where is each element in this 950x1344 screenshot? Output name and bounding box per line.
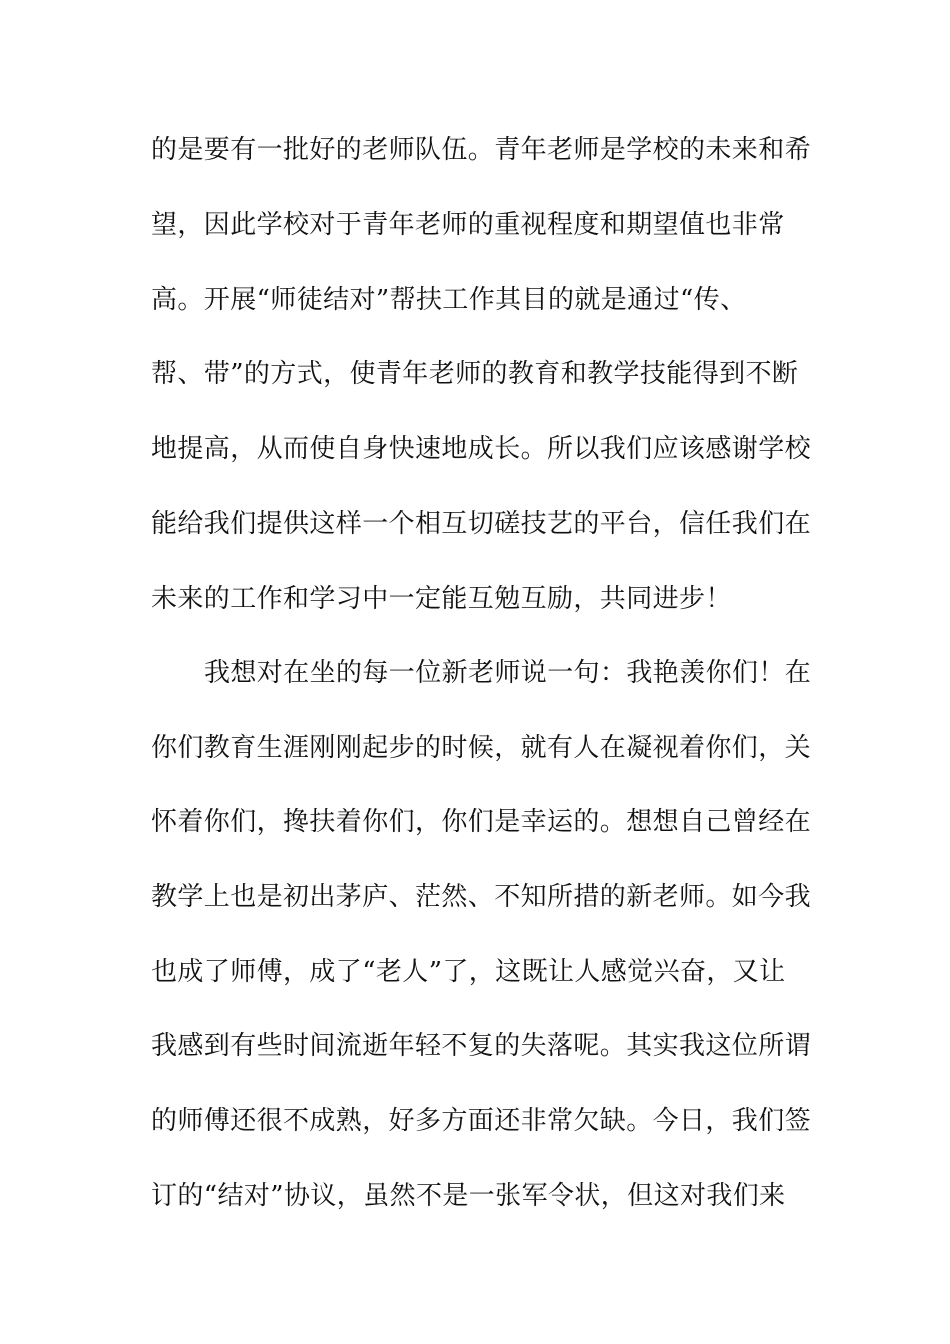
- text-line: 地提高，从而使自身快速地成长。所以我们应该感谢学校: [151, 434, 812, 464]
- text-line: 也成了师傅，成了“老人”了，这既让人感觉兴奋，又让: [151, 957, 786, 987]
- text-line: 帮、带”的方式，使青年老师的教育和教学技能得到不断: [151, 359, 799, 389]
- text-line: 能给我们提供这样一个相互切磋技艺的平台，信任我们在: [151, 509, 812, 539]
- text-line: 订的“结对”协议，虽然不是一张军令状，但这对我们来: [151, 1181, 786, 1211]
- text-line: 你们教育生涯刚刚起步的时候，就有人在凝视着你们，关: [151, 733, 812, 763]
- paragraph-first-line: 我想对在坐的每一位新老师说一句：我艳羡你们！在: [204, 658, 812, 688]
- text-line: 教学上也是初出茅庐、茫然、不知所措的新老师。如今我: [151, 882, 812, 912]
- text-line: 望，因此学校对于青年老师的重视程度和期望值也非常: [151, 210, 785, 240]
- text-line: 高。开展“师徒结对”帮扶工作其目的就是通过“传、: [151, 285, 747, 315]
- text-line: 我感到有些时间流逝年轻不复的失落呢。其实我这位所谓: [151, 1031, 812, 1061]
- text-line: 怀着你们，搀扶着你们，你们是幸运的。想想自己曾经在: [151, 807, 812, 837]
- text-line: 未来的工作和学习中一定能互勉互励，共同进步！: [151, 584, 732, 614]
- text-line: 的师傅还很不成熟，好多方面还非常欠缺。今日，我们签: [151, 1106, 812, 1136]
- text-line: 的是要有一批好的老师队伍。青年老师是学校的未来和希: [151, 135, 812, 165]
